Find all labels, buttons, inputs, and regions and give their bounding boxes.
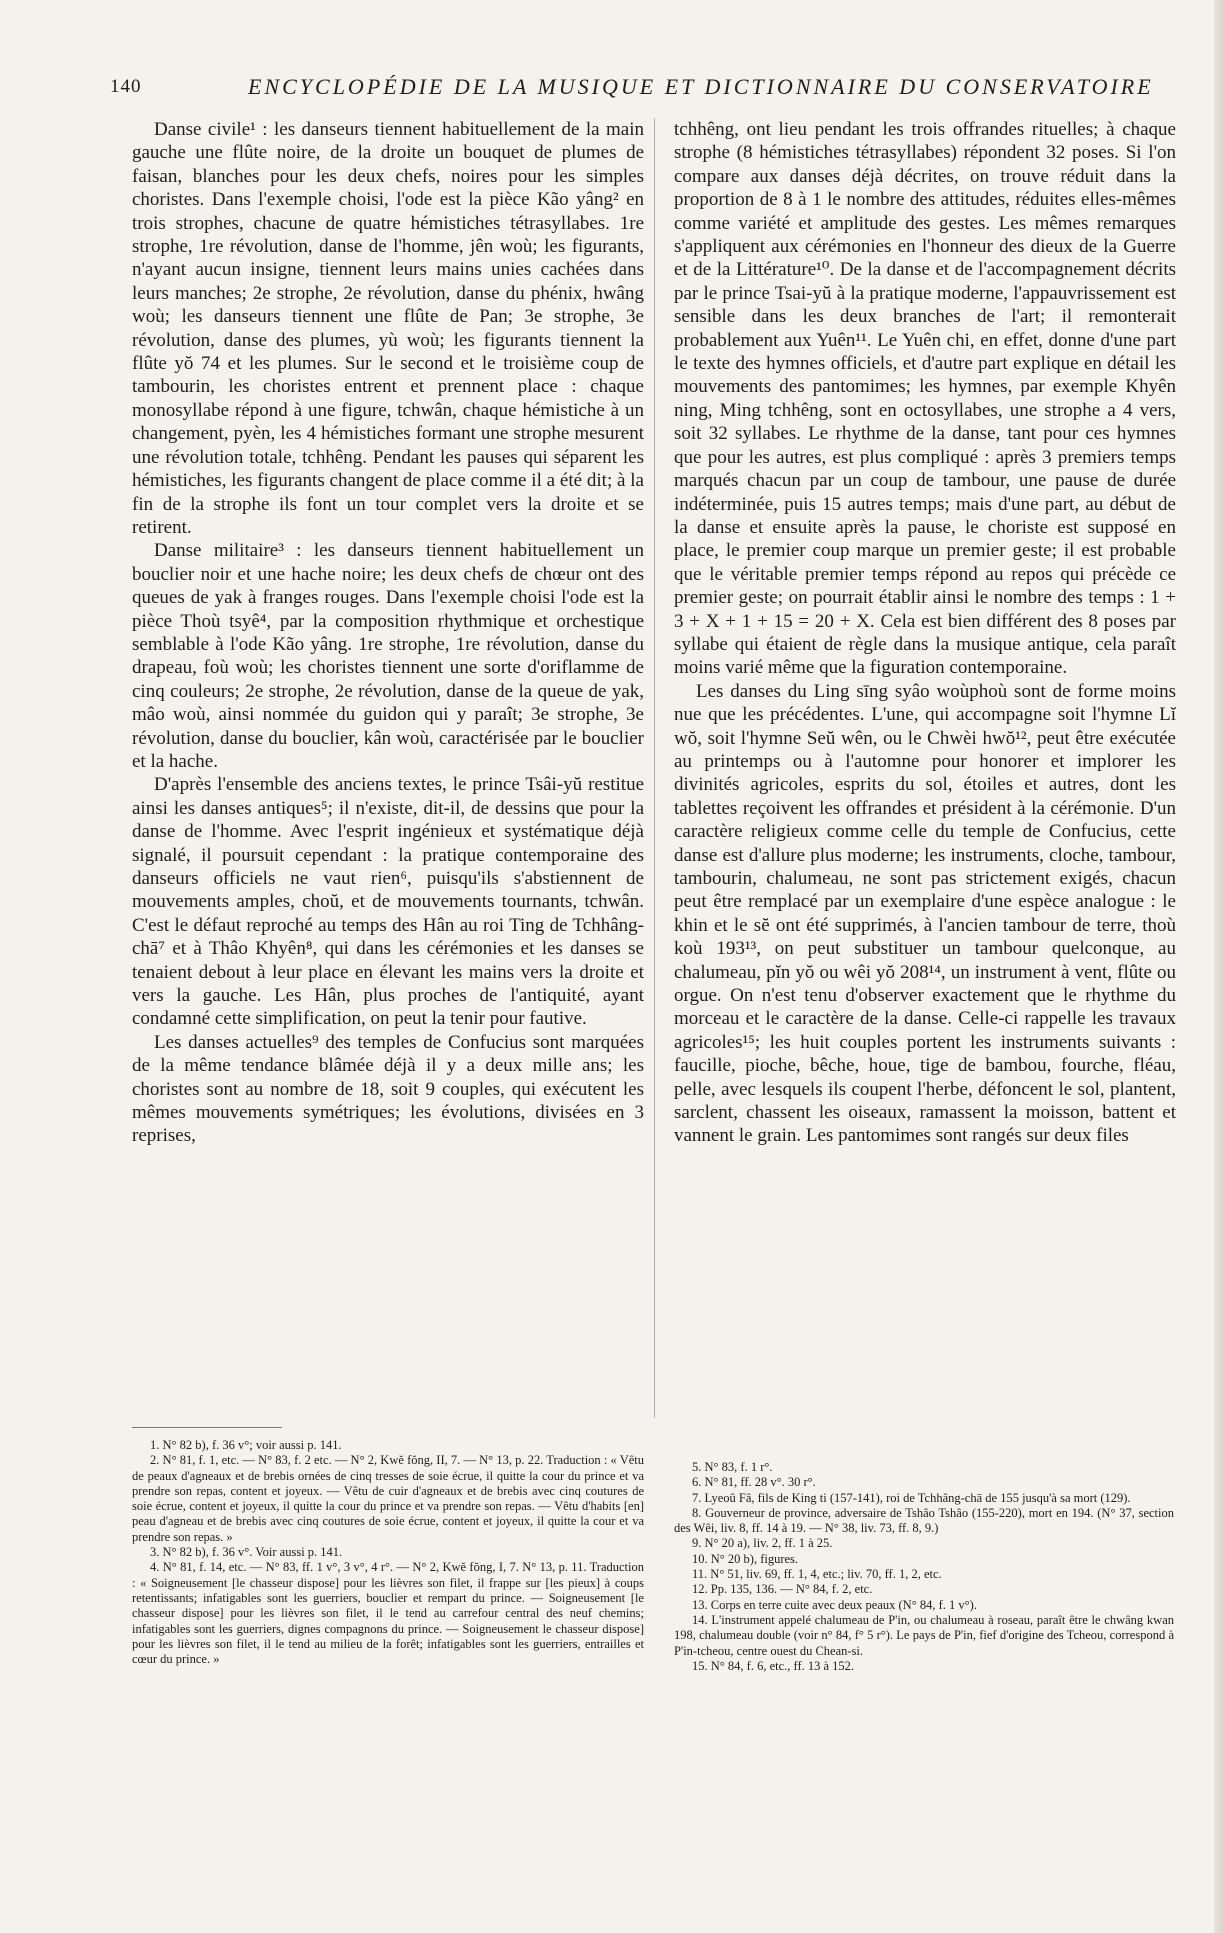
right-column xyxy=(664,118,1176,1148)
paragraph-ling-sing: Les danses du Ling sīng syâo woùphoù sont de forme moins nue que les précédentes. L'une, qui accompagne soit l'hymne Lĭ wŏ, soit l'hymne Seŭ wên, ou le Chwèi hwŏ¹², peut être exécutée au printemps ou à l'automne pour honorer et implorer les divinités agricoles, esprits du sol, étoiles et autres, dont les tablettes reçoivent les offrandes et président à la cérémonie. D'un caractère religieux comme celle du temple de Confucius, cette danse est d'allure plus moderne; les instruments, cloche, tambour, tambourin, chalumeau, ne sont pas strictement exigés, chacun peut être remplacé par un exemplaire d'une espèce analogue : le khin et le sĕ ont été supprimés, à l'ancien tambour de terre, thoù koù 193¹³, on peut substituer un tambour quelconque, au chalumeau, pĭn yŏ ou wêi yŏ 208¹⁴, un instrument à vent, flûte ou orgue. On n'est tenu d'observer exactement que le rhythme du morceau et le caractère de la danse. Celle-ci rappelle les travaux agricoles¹⁵; les huit couples portent les instruments suivants : faucille, pioche, bêche, houe, tige de bambou, fourche, fléau, pelle, avec lesquels ils coupent l'herbe, défoncent le sol, plantent, sarclent, chassent les oiseaux, ramassent la moisson, battent et vannent le grain. Les pantomimes sont rangés sur deux files xyxy=(674,680,1176,1147)
paragraph-danse-civile: Danse civile¹ : les danseurs tiennent habituellement de la main gauche une flûte noire, de la droite un bouquet de plumes de faisan, blanches pour les deux chefs, noires pour les simples choristes. Dans l'exemple choisi, l'ode est la pièce Kão yâng² en trois strophes, chacune de quatre hémistiches tétrasyllabes. 1re strophe, 1re révolution, danse de l'homme, jên woù; les figurants, n'ayant aucun insigne, tiennent leurs mains unies cachées dans leurs manches; 2e strophe, 2e révolution, danse du phénix, hwâng woù; les danseurs tiennent une flûte de Pan; 3e strophe, 3e révolution, danse des plumes, yù woù; les figurants tiennent la flûte yŏ 74 et les plumes. Sur le second et le troisième coup de tambourin, les choristes entrent et prennent place : chaque monosyllabe répond à une figure, tchwân, chaque hémistiche à un changement, pyèn, les 4 hémistiches formant une strophe mesurent une révolution totale, tchhêng. Pendant les pauses qui séparent les hémistiches, les figurants changent de place comme il a été dit; à la fin de la strophe ils font un tour complet vers la droite et se retirent. xyxy=(132,119,644,538)
footnote: 1. N° 82 b), f. 36 v°; voir aussi p. 141. xyxy=(150,1438,342,1452)
footnote: 12. Pp. 135, 136. — N° 84, f. 2, etc. xyxy=(692,1582,873,1597)
footnote: 2. N° 81, f. 1, etc. — N° 83, f. 2 etc. — N° 2, Kwĕ fŏng, II, 7. — N° 13, p. 22. Traduction : « Vêtu de peaux d'agneaux et de brebis ornées de cinq tresses de soie écrue, il quitte la cour du prince et va prendre son repas, content et joyeux. — Vêtu de cuir d'agneaux et de brebis avec cinq coutures de soie écrue, content et joyeux, il quitte la cour du prince et va prendre son repas. — Vêtu d'habits [en] peau d'agneau et de brebis avec cinq coutures de soie écrue, content et joyeux, il quitte la cour et va prendre son repas. » xyxy=(132,1453,644,1544)
column-divider xyxy=(654,118,655,1418)
footnote: 13. Corps en terre cuite avec deux peaux (N° 84, f. 1 v°). xyxy=(692,1597,977,1612)
running-title: ENCYCLOPÉDIE DE LA MUSIQUE ET DICTIONNAIRE DU CONSERVATOIRE xyxy=(248,74,1154,99)
footnotes-left xyxy=(132,1413,644,1667)
page-edge xyxy=(1214,0,1224,1933)
paragraph-danses-actuelles: Les danses actuelles⁹ des temples de Confucius sont marquées de la même tendance blâmée déjà il y a deux mille ans; les choristes sont au nombre de 18, soit 9 couples, qui exécutent les mêmes mouvements symétriques; les évolutions, divisées en 3 reprises, xyxy=(132,1031,644,1147)
footnote-list-right xyxy=(674,1460,1174,1674)
paragraph-anciens-textes: D'après l'ensemble des anciens textes, le prince Tsâi-yŭ restitue ainsi les danses antiques⁵; il n'existe, dit-il, de dessins que pour la danse de l'homme. Avec l'esprit ingénieux et systématique déjà signalé, il poursuit cependant : la pratique contemporaine des danseurs officiels ne vaut rien⁶, puisqu'ils s'abstiennent de mouvements amples, choŭ, et de mouvements tournants, tchwân. C'est le défaut reproché au temps des Hân au roi Ting de Tchhâng-chā⁷ et à Thâo Khyên⁸, qui dans les cérémonies et les danses se tenaient debout à leur place en élevant les mains vers la droite et vers la gauche. Les Hân, plus proches de l'antiquité, ayant condamné cette simplification, on peut la tenir pour fautive. xyxy=(132,774,644,1030)
footnote: 4. N° 81, f. 14, etc. — N° 83, ff. 1 v°, 3 v°, 4 r°. — N° 2, Kwĕ fŏng, I, 7. N° 13, p. 11. Traduction : « Soigneusement [le chasseur dispose] pour les lièvres son filet, il frappe sur [les pieux] à coups retentissants; infatigables sont les guerriers, bouclier et rempart du prince. — Soigneusement [le chasseur dispose] pour les lièvres son filet, il le tend au carrefour central des neuf chemins; infatigables sont les guerriers, dignes compagnons du prince. — Soigneusement le chasseur dispose] pour les lièvres son filet, il le tend au milieu de la forêt; infatigables sont les guerriers, entrailles et cœur du prince. » xyxy=(132,1560,644,1667)
footnote-rule xyxy=(132,1427,282,1428)
page-header xyxy=(110,72,1224,106)
footnotes-right xyxy=(674,1450,1174,1674)
paragraph-danse-militaire: Danse militaire³ : les danseurs tiennent habituellement un bouclier noir et une hache noire; les deux chefs de chœur ont des queues de yak à franges rouges. Dans l'exemple choisi l'ode est la pièce Thoù tsyê⁴, par la composition rhythmique et orchestique semblable à l'ode Kão yâng. 1re strophe, 1re révolution, danse du drapeau, foù woù; les choristes tiennent une sorte d'oriflamme de cinq couleurs; 2e strophe, 2e révolution, danse de la queue de yak, mâo woù, ainsi nommée du guidon qui y paraît; 3e strophe, 3e révolution, danse du bouclier, kân woù, caractérisée par le bouclier et la hache. xyxy=(132,540,644,772)
footnote: 14. L'instrument appelé chalumeau de P'in, ou chalumeau à roseau, paraît être le chwâng kwan 198, chalumeau double (voir n° 84, f° 5 r°). Le pays de P'in, fief d'origine des Tcheou, correspond à P'in-tcheou, centre ouest du Chean-si. xyxy=(674,1612,1174,1658)
footnote: 5. N° 83, f. 1 r°. xyxy=(692,1460,773,1474)
footnote: 15. N° 84, f. 6, etc., ff. 13 à 152. xyxy=(692,1658,855,1673)
footnote: 8. Gouverneur de province, adversaire de Tshâo Tshâo (155-220), mort en 194. (N° 37, section des Wêi, liv. 8, ff. 14 à 19. — N° 38, liv. 73, ff. 8, 9.) xyxy=(674,1505,1174,1536)
footnote: 9. N° 20 a), liv. 2, ff. 1 à 25. xyxy=(692,1536,833,1551)
footnote: 11. N° 51, liv. 69, ff. 1, 4, etc.; liv. 70, ff. 1, 2, etc. xyxy=(692,1567,942,1582)
page-number: 140 xyxy=(110,76,142,97)
left-column xyxy=(132,118,644,1148)
footnote: 6. N° 81, ff. 28 v°. 30 r°. xyxy=(692,1475,816,1490)
footnote: 10. N° 20 b), figures. xyxy=(692,1551,799,1566)
footnote-list-left xyxy=(132,1438,644,1667)
right-column-inner xyxy=(664,118,1176,1148)
footnote: 7. Lyeoû Fâ, fils de King ti (157-141), roi de Tchhâng-chā de 155 jusqu'à sa mort (129). xyxy=(692,1490,1131,1505)
paragraph-continuation: tchhêng, ont lieu pendant les trois offrandes rituelles; à chaque strophe (8 hémistiches tétrasyllabes) répondent 32 poses. Si l'on compare aux danses déjà décrites, on trouve réduit dans la proportion de 8 à 1 le nombre des attitudes, réduites elles-mêmes comme variété et amplitude des gestes. Les mêmes remarques s'appliquent aux cérémonies en l'honneur des dieux de la Guerre et de la Littérature¹⁰. De la danse et de l'accompagnement décrits par le prince Tsai-yŭ à la pratique moderne, l'appauvrissement est sensible dans les deux branches de l'art; il remonterait probablement aux Yuên¹¹. Le Yuên chi, en effet, donne d'une part le texte des hymnes officiels, et d'autre part explique en détail les mouvements des pantomimes; les hymnes, par exemple Khyên ning, Ming tchhêng, sont en octosyllabes, une strophe a 4 vers, soit 32 syllabes. Le rhythme de la danse, tant pour ces hymnes que pour les autres, est plus compliqué : après 3 premiers temps marqués chacun par un coup de tambour, une pause de durée indéterminée, puis 15 autres temps; mais d'une part, au début de la danse et ensuite après la pause, le choriste est supposé en place, le premier coup marque un premier geste; il est probable que le véritable premier temps répond au repos qui précède ce premier geste; on pourrait établir ainsi le nombre des temps : 1 + 3 + X + 1 + 15 = 20 + X. Cela est bien différent des 8 poses par syllabe qui étaient de règle dans la musique antique, cela paraît moins varié même que la figuration contemporaine. xyxy=(674,119,1176,679)
footnote: 3. N° 82 b), f. 36 v°. Voir aussi p. 141. xyxy=(150,1545,343,1560)
